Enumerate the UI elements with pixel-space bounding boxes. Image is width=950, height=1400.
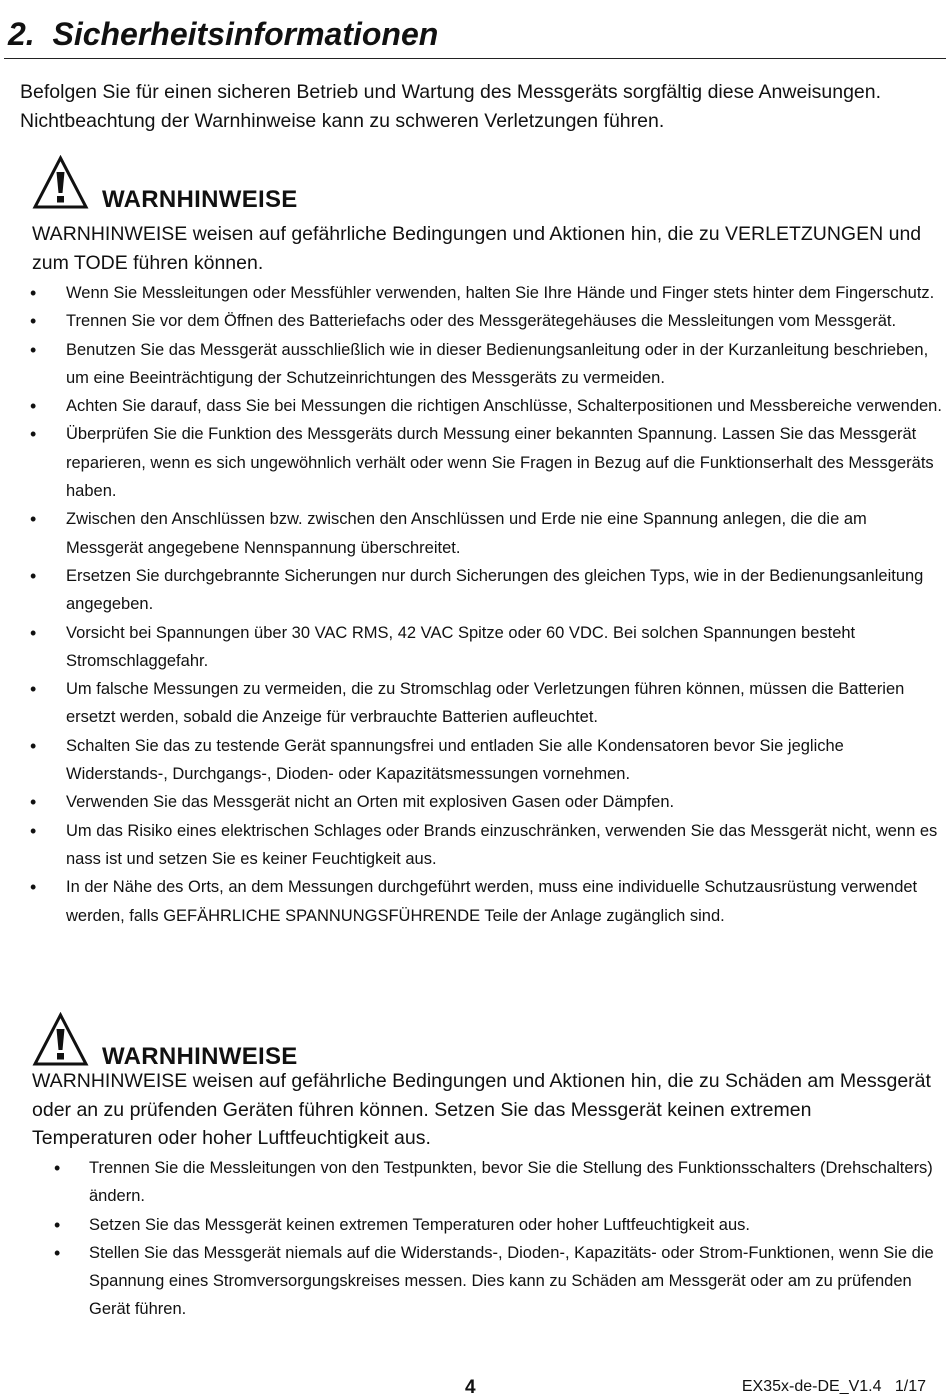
document-id xyxy=(742,1376,926,1398)
list-item: • Schalten Sie das zu testende Gerät spannungsfrei und entladen Sie alle Kondensatoren bevor Sie jegliche Widerstands-, Durchgangs-, Dioden- oder Kapazitätsmessungen vornehmen. xyxy=(30,732,942,789)
page-of-count: 1/17 xyxy=(894,1378,926,1395)
intro-text: Befolgen Sie für einen sicheren Betrieb und Wartung des Messgeräts sorgfältig diese Anweisungen. Nichtbeachtung der Warnhinweise kann zu schweren Verletzungen führen. xyxy=(20,81,882,132)
warning-header-2 xyxy=(32,1012,632,1072)
section-title: Sicherheitsinformationen xyxy=(52,16,439,52)
warning-title-2: WARNHINWEISE xyxy=(102,1043,298,1070)
warning-list-1 xyxy=(30,279,942,930)
page-number: 4 xyxy=(465,1377,476,1398)
warning-triangle-icon xyxy=(32,155,89,210)
list-item: • Überprüfen Sie die Funktion des Messgeräts durch Messung einer bekannten Spannung. Lassen Sie das Messgerät reparieren, wenn es sich ungewöhnlich verhält oder wenn Sie Fragen in Bezug auf die Funktionserhalt des Messgeräts haben. xyxy=(30,420,942,505)
list-item: • Um falsche Messungen zu vermeiden, die zu Stromschlag oder Verletzungen führen können, müssen die Batterien ersetzt werden, sobald die Anzeige für verbrauchte Batterien aufleuchtet. xyxy=(30,675,942,732)
list-item: • Ersetzen Sie durchgebrannte Sicherungen nur durch Sicherungen des gleichen Typs, wie in der Bedienungsanleitung angegeben. xyxy=(30,562,942,619)
warning-title-1: WARNHINWEISE xyxy=(102,186,298,213)
list-item: • In der Nähe des Orts, an dem Messungen durchgeführt werden, muss eine individuelle Schutzausrüstung verwendet werden, falls GEFÄHRLICHE SPANNUNGSFÜHRENDE Teile der Anlage zugänglich sind. xyxy=(30,873,942,930)
list-item: • Trennen Sie vor dem Öffnen des Batteriefachs oder des Messgerätegehäuses die Messleitungen vom Messgerät. xyxy=(30,307,942,335)
list-item: • Wenn Sie Messleitungen oder Messfühler verwenden, halten Sie Ihre Hände und Finger stets hinter dem Fingerschutz. xyxy=(30,279,942,307)
warning-description-1: WARNHINWEISE weisen auf gefährliche Bedingungen und Aktionen hin, die zu VERLETZUNGEN und zum TODE führen können. xyxy=(32,223,922,274)
warning-description-2: WARNHINWEISE weisen auf gefährliche Bedingungen und Aktionen hin, die zu Schäden am Messgerät oder an zu prüfenden Geräten führen können. Setzen Sie das Messgerät keinen extremen Temperaturen oder hoher Luftfeuchtigkeit aus. xyxy=(32,1070,931,1149)
warning-header-1 xyxy=(32,155,632,215)
warning-triangle-icon xyxy=(32,1012,89,1067)
list-item: • Setzen Sie das Messgerät keinen extremen Temperaturen oder hoher Luftfeuchtigkeit aus. xyxy=(54,1211,942,1239)
list-item: • Achten Sie darauf, dass Sie bei Messungen die richtigen Anschlüsse, Schalterpositionen und Messbereiche verwenden. xyxy=(30,392,942,420)
list-item: • Zwischen den Anschlüssen bzw. zwischen den Anschlüssen und Erde nie eine Spannung anlegen, die die am Messgerät angegebene Nennspannung überschreitet. xyxy=(30,505,942,562)
list-item: • Um das Risiko eines elektrischen Schlages oder Brands einzuschränken, verwenden Sie das Messgerät nicht, wenn es nass ist und setzen Sie es keiner Feuchtigkeit aus. xyxy=(30,817,942,874)
list-item: • Benutzen Sie das Messgerät ausschließlich wie in dieser Bedienungsanleitung oder in der Kurzanleitung beschrieben, um eine Beeinträchtigung der Schutzeinrichtungen des Messgeräts zu vermeiden. xyxy=(30,336,942,393)
list-item: • Trennen Sie die Messleitungen von den Testpunkten, bevor Sie die Stellung des Funktionsschalters (Drehschalters) ändern. xyxy=(54,1154,942,1211)
document-version: EX35x-de-DE_V1.4 xyxy=(741,1378,882,1395)
list-item: • Stellen Sie das Messgerät niemals auf die Widerstands-, Dioden-, Kapazitäts- oder Strom-Funktionen, wenn Sie die Spannung eines Stromversorgungskreises messen. Dies kann zu Schäden am Messgerät oder am zu prüfenden Gerät führen. xyxy=(54,1239,942,1324)
warning-list-2 xyxy=(54,1154,942,1324)
section-heading xyxy=(8,14,438,54)
section-number: 2. xyxy=(8,16,35,52)
list-item: • Verwenden Sie das Messgerät nicht an Orten mit explosiven Gasen oder Dämpfen. xyxy=(30,788,942,816)
heading-rule xyxy=(4,58,946,59)
list-item: • Vorsicht bei Spannungen über 30 VAC RMS, 42 VAC Spitze oder 60 VDC. Bei solchen Spannungen besteht Stromschlaggefahr. xyxy=(30,619,942,676)
